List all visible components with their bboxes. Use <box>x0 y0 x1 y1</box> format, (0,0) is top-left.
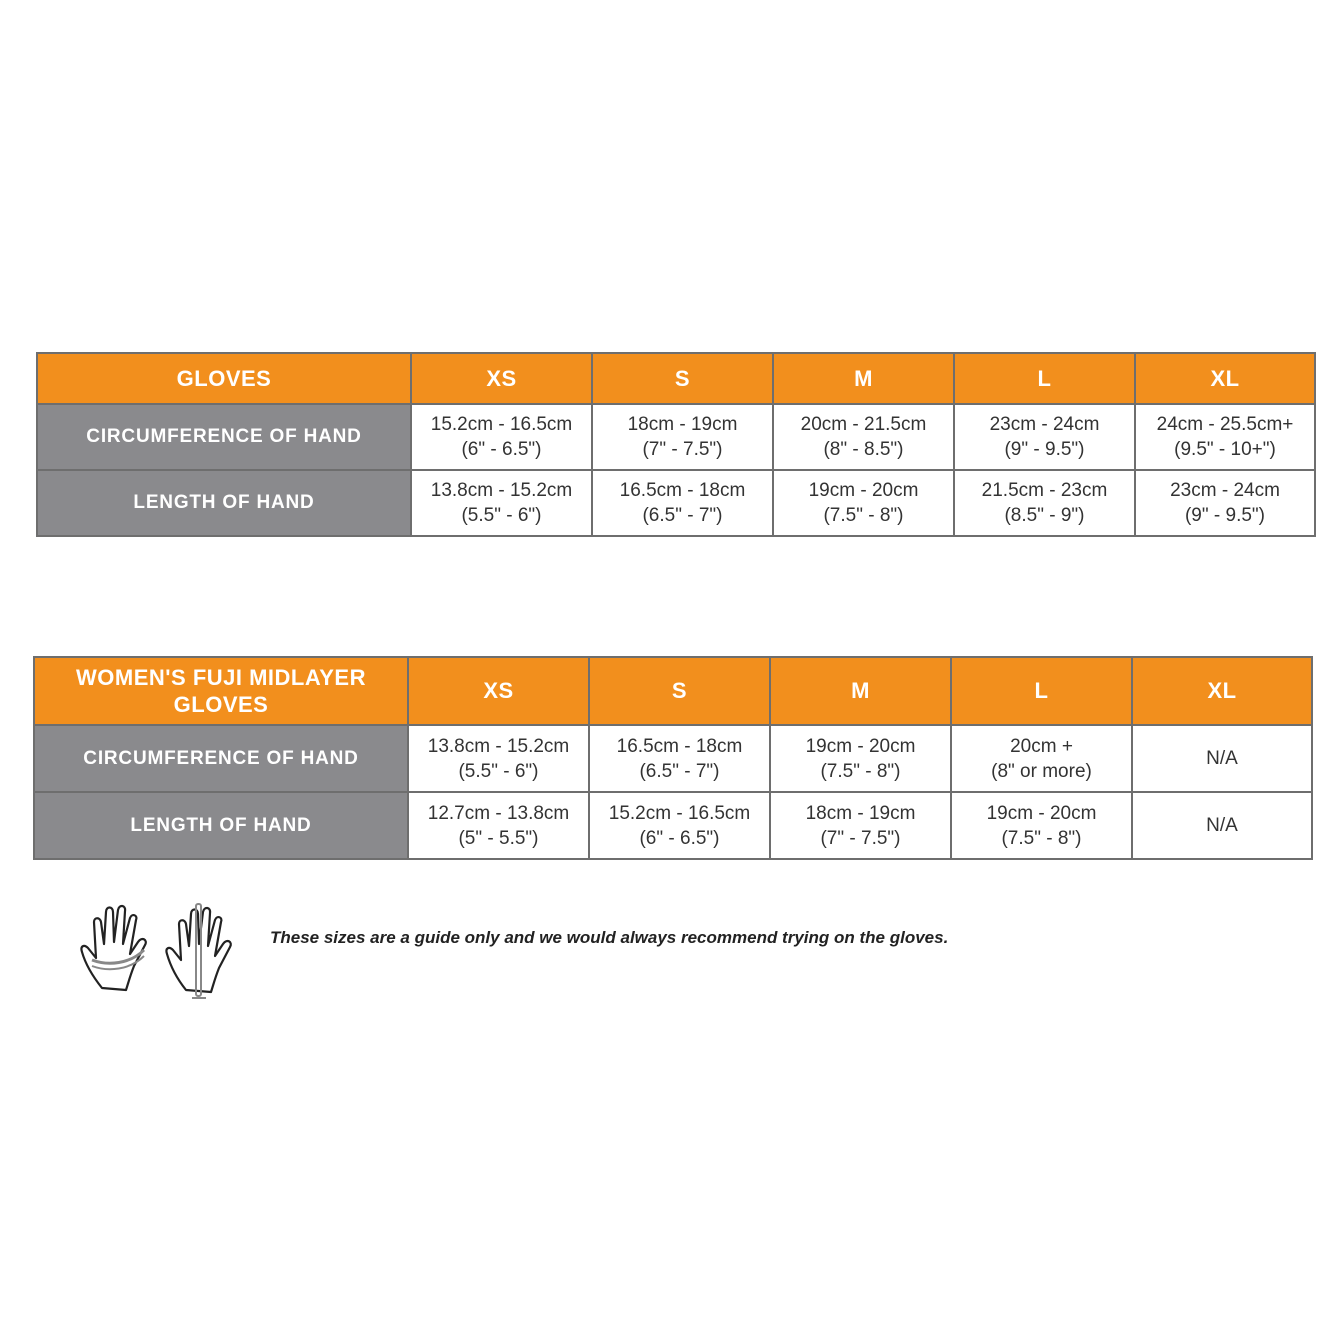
size-header-xl: XL <box>1135 353 1315 404</box>
table-cell: 15.2cm - 16.5cm (6" - 6.5") <box>411 404 592 470</box>
gloves-size-table <box>36 352 1316 537</box>
table-cell: 13.8cm - 15.2cm (5.5" - 6") <box>411 470 592 536</box>
table-cell: 24cm - 25.5cm+ (9.5" - 10+") <box>1135 404 1315 470</box>
sizing-note: These sizes are a guide only and we would always recommend trying on the gloves. <box>270 928 949 947</box>
table-cell: 13.8cm - 15.2cm (5.5" - 6") <box>408 725 589 792</box>
table-cell: 16.5cm - 18cm (6.5" - 7") <box>589 725 770 792</box>
size-header-l: L <box>954 353 1135 404</box>
size-header-s: S <box>589 657 770 725</box>
table-header-row <box>37 353 1315 404</box>
table-row <box>34 792 1312 859</box>
womens-fuji-size-table <box>33 656 1313 860</box>
table-cell: 21.5cm - 23cm (8.5" - 9") <box>954 470 1135 536</box>
size-header-xl: XL <box>1132 657 1312 725</box>
table-cell: 18cm - 19cm (7" - 7.5") <box>770 792 951 859</box>
table-cell: 19cm - 20cm (7.5" - 8") <box>951 792 1132 859</box>
table-title: GLOVES <box>37 353 411 404</box>
size-header-xs: XS <box>411 353 592 404</box>
row-label-length: LENGTH OF HAND <box>34 792 408 859</box>
table-cell: 20cm + (8" or more) <box>951 725 1132 792</box>
size-header-m: M <box>773 353 954 404</box>
table-header-row <box>34 657 1312 725</box>
size-header-s: S <box>592 353 773 404</box>
table-row <box>34 725 1312 792</box>
row-label-circumference: CIRCUMFERENCE OF HAND <box>34 725 408 792</box>
table-cell: 15.2cm - 16.5cm (6" - 6.5") <box>589 792 770 859</box>
row-label-length: LENGTH OF HAND <box>37 470 411 536</box>
table-row <box>37 470 1315 536</box>
size-header-l: L <box>951 657 1132 725</box>
size-header-xs: XS <box>408 657 589 725</box>
table-cell: N/A <box>1132 792 1312 859</box>
table-cell: 20cm - 21.5cm (8" - 8.5") <box>773 404 954 470</box>
hand-length-icon <box>164 900 236 1004</box>
table-row <box>37 404 1315 470</box>
table-cell: 23cm - 24cm (9" - 9.5") <box>954 404 1135 470</box>
table-cell: 19cm - 20cm (7.5" - 8") <box>770 725 951 792</box>
hand-circumference-icon <box>78 900 156 996</box>
size-header-m: M <box>770 657 951 725</box>
table-cell: 16.5cm - 18cm (6.5" - 7") <box>592 470 773 536</box>
table-cell: 18cm - 19cm (7" - 7.5") <box>592 404 773 470</box>
table-cell: 19cm - 20cm (7.5" - 8") <box>773 470 954 536</box>
row-label-circumference: CIRCUMFERENCE OF HAND <box>37 404 411 470</box>
table-cell: N/A <box>1132 725 1312 792</box>
table-title: WOMEN'S FUJI MIDLAYER GLOVES <box>34 657 408 725</box>
table-cell: 12.7cm - 13.8cm (5" - 5.5") <box>408 792 589 859</box>
table-cell: 23cm - 24cm (9" - 9.5") <box>1135 470 1315 536</box>
